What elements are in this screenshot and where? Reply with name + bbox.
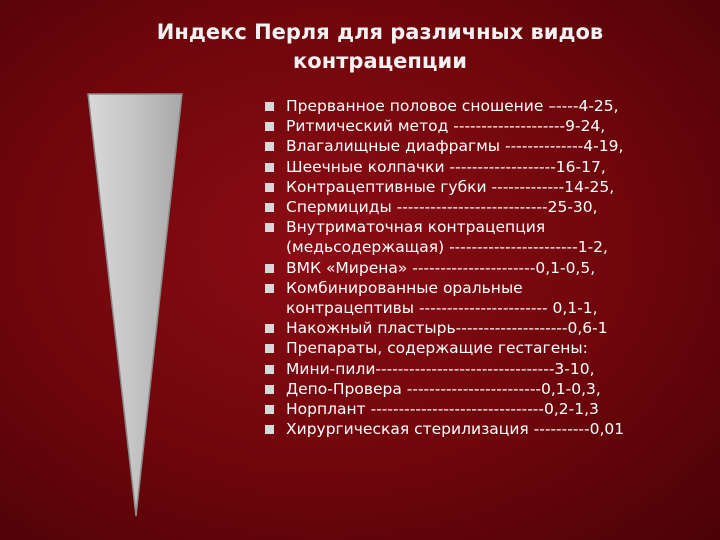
square-bullet-icon [265, 284, 274, 293]
inverted-triangle-graphic [86, 92, 184, 518]
square-bullet-icon [265, 142, 274, 151]
square-bullet-icon [265, 163, 274, 172]
square-bullet-icon [265, 102, 274, 111]
list-item [264, 197, 714, 217]
list-item-text: Депо-Провера ------------------------0,1-0,3, [286, 379, 601, 398]
square-bullet-icon [265, 223, 274, 232]
list-item-text: ВМК «Мирена» ----------------------0,1-0,5, [286, 258, 596, 277]
square-bullet-icon [265, 264, 274, 273]
list-item-text: Спермициды ---------------------------25-30, [286, 198, 598, 217]
list-item [264, 157, 714, 177]
list-item-text: (медьсодержащая) -----------------------1-2, [286, 238, 608, 257]
square-bullet-icon [265, 183, 274, 192]
list-item-text: Мини-пили--------------------------------3-10, [286, 359, 595, 378]
square-bullet-icon [265, 203, 274, 212]
list-item [264, 258, 714, 278]
list-item [264, 379, 714, 399]
list-item-text: Внутриматочная контрацепция [286, 218, 546, 237]
slide-title [90, 18, 670, 76]
method-list [264, 96, 714, 439]
square-bullet-icon [265, 405, 274, 414]
list-item-text: Норплант -------------------------------0,2-1,3 [286, 400, 599, 419]
list-item [264, 177, 714, 197]
title-line-1: Индекс Перля для различных видов [156, 20, 604, 44]
list-item-text: Накожный пластырь--------------------0,6-1 [286, 319, 608, 338]
list-item [264, 116, 714, 136]
list-item-text: Прерванное половое сношение –----4-25, [286, 97, 619, 115]
list-item [264, 338, 714, 358]
list-item-text: контрацептивы ----------------------- 0,1-1, [286, 299, 598, 318]
title-line-2: контрацепции [293, 49, 467, 73]
list-item [264, 419, 714, 439]
list-item-text: Влагалищные диафрагмы --------------4-19, [286, 137, 624, 156]
list-item [264, 399, 714, 419]
list-item [264, 359, 714, 379]
list-item [264, 318, 714, 338]
list-item-text: Хирургическая стерилизация ----------0,01 [286, 420, 625, 439]
square-bullet-icon [265, 365, 274, 374]
square-bullet-icon [265, 344, 274, 353]
list-item-text: Ритмический метод --------------------9-24, [286, 117, 606, 136]
list-item [264, 217, 714, 257]
list-item-text: Шеечные колпачки -------------------16-17, [286, 157, 606, 176]
list-item-text: Комбинированные оральные [286, 278, 523, 297]
list-item [264, 136, 714, 156]
list-item-text: Препараты, содержащие гестагены: [286, 339, 588, 358]
list-item-text: Контрацептивные губки -------------14-25, [286, 177, 615, 196]
list-item [264, 96, 714, 116]
list-item [264, 278, 714, 318]
square-bullet-icon [265, 425, 274, 434]
square-bullet-icon [265, 385, 274, 394]
square-bullet-icon [265, 122, 274, 131]
square-bullet-icon [265, 324, 274, 333]
triangle-shape [88, 94, 182, 516]
